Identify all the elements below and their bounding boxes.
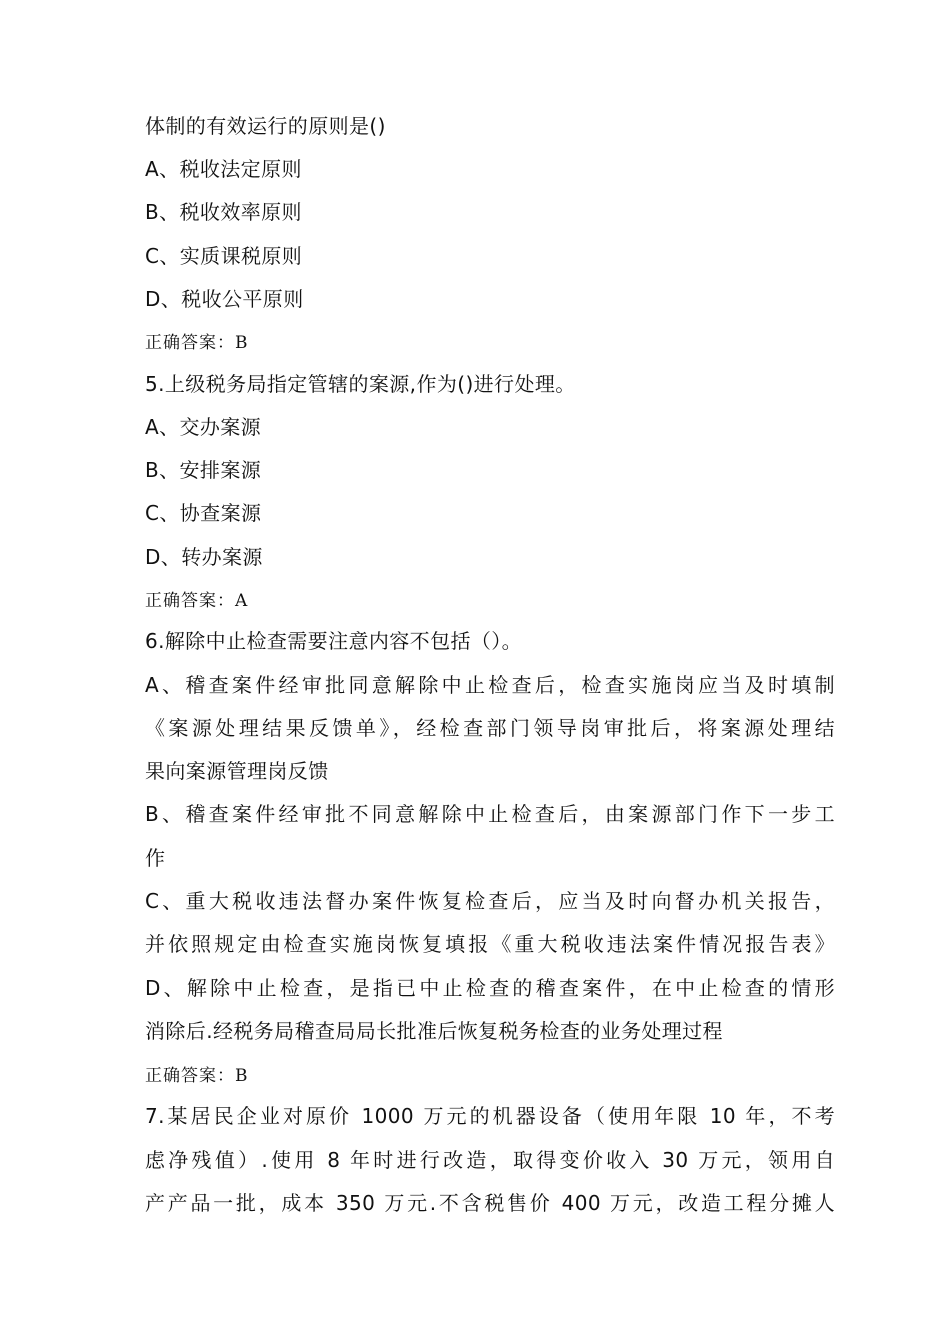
question-6-option-a-line-3: 果向案源管理岗反馈 bbox=[145, 759, 329, 783]
question-5-option-a: A、交办案源 bbox=[145, 415, 262, 439]
question-7-stem-line-1: 7.某居民企业对原价 1000 万元的机器设备（使用年限 10 年，不考 bbox=[145, 1104, 835, 1128]
question-4-answer: 正确答案：B bbox=[145, 333, 249, 353]
question-4-option-a: A、税收法定原则 bbox=[145, 157, 302, 181]
question-4-stem: 体制的有效运行的原则是() bbox=[145, 114, 386, 138]
question-5-option-b: B、安排案源 bbox=[145, 458, 262, 482]
question-6-option-d-line-2: 消除后.经税务局稽查局局长批准后恢复税务检查的业务处理过程 bbox=[145, 1019, 723, 1043]
question-5-answer: 正确答案：A bbox=[145, 591, 249, 611]
question-4-option-b: B、税收效率原则 bbox=[145, 200, 302, 224]
question-6-option-c-line-1: C、重大税收违法督办案件恢复检查后，应当及时向督办机关报告， bbox=[145, 889, 835, 913]
question-6-stem: 6.解除中止检查需要注意内容不包括（）。 bbox=[145, 629, 523, 653]
question-4-option-c: C、实质课税原则 bbox=[145, 244, 303, 268]
question-6-option-d-line-1: D、解除中止检查，是指已中止检查的稽查案件，在中止检查的情形 bbox=[145, 976, 835, 1000]
question-4-option-d: D、税收公平原则 bbox=[145, 287, 304, 311]
question-5-option-c: C、协查案源 bbox=[145, 501, 262, 525]
question-5-stem: 5.上级税务局指定管辖的案源,作为()进行处理。 bbox=[145, 372, 576, 396]
question-6-answer: 正确答案：B bbox=[145, 1066, 249, 1086]
question-7-stem-line-3: 产产品一批，成本 350 万元.不含税售价 400 万元，改造工程分摊人 bbox=[145, 1191, 835, 1215]
question-6-option-a-line-1: A、稽查案件经审批同意解除中止检查后，检查实施岗应当及时填制 bbox=[145, 673, 835, 697]
question-6-option-c-line-2: 并依照规定由检查实施岗恢复填报《重大税收违法案件情况报告表》 bbox=[145, 932, 835, 956]
question-7-stem-line-2: 虑净残值）.使用 8 年时进行改造，取得变价收入 30 万元，领用自 bbox=[145, 1148, 835, 1172]
question-6-option-b-line-1: B、稽查案件经审批不同意解除中止检查后，由案源部门作下一步工 bbox=[145, 802, 835, 826]
question-6-option-b-line-2: 作 bbox=[145, 846, 166, 870]
question-6-option-a-line-2: 《案源处理结果反馈单》，经检查部门领导岗审批后，将案源处理结 bbox=[145, 716, 835, 740]
question-5-option-d: D、转办案源 bbox=[145, 545, 263, 569]
